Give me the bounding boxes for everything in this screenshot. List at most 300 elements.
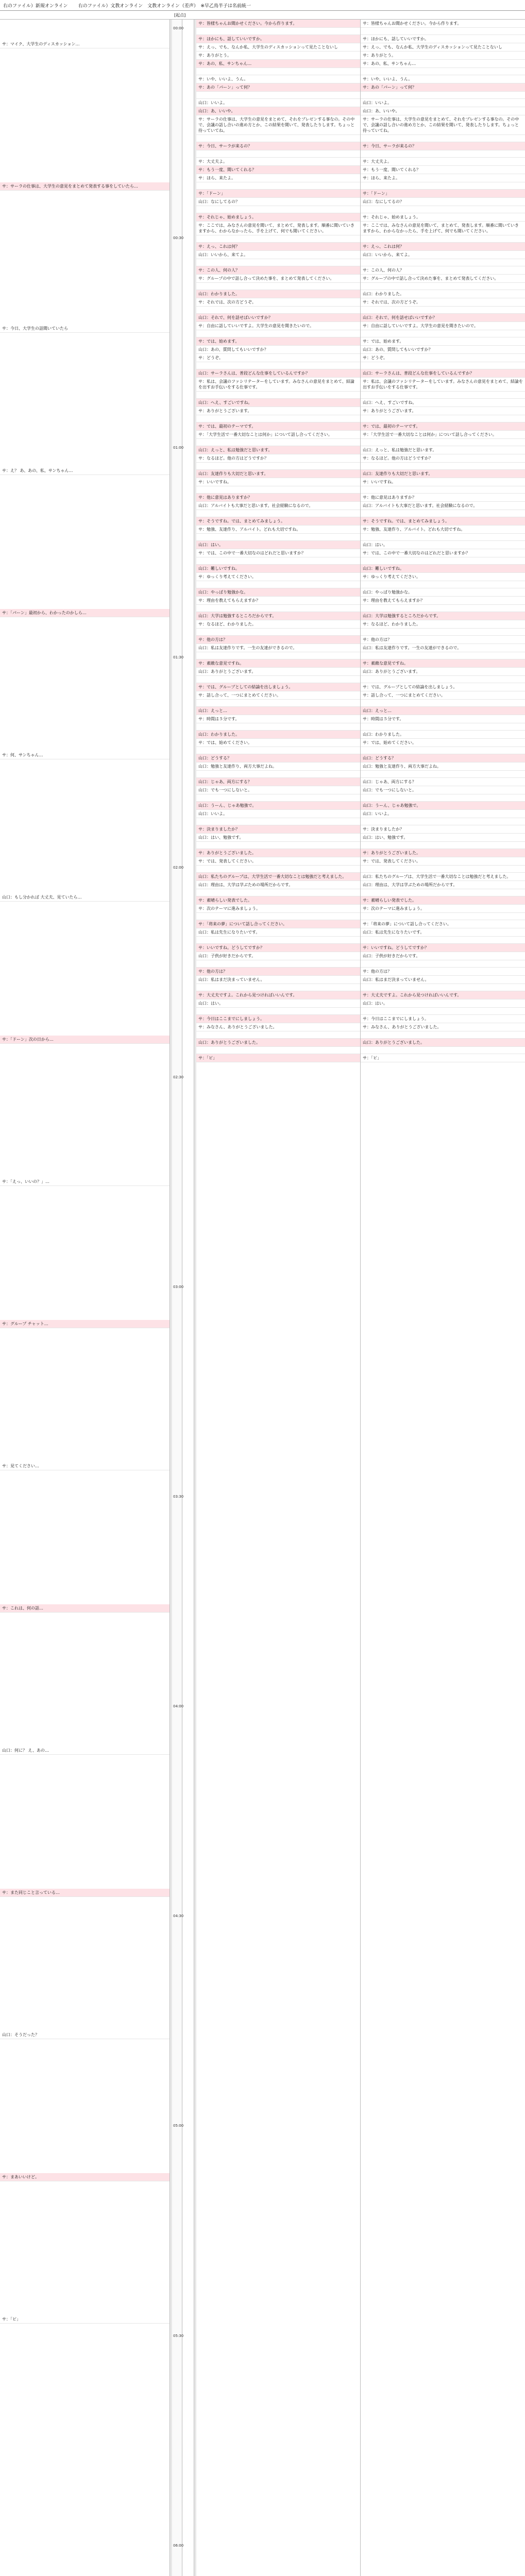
script-line-b: 山口：友達作りも大切だと思います。 <box>361 470 525 478</box>
script-line-a <box>196 557 360 565</box>
script-line-b <box>361 486 525 494</box>
script-line-a: サ：ほかにも、話していいですか。 <box>196 35 360 43</box>
script-line-a: サ：それじゃ、始めましょう。 <box>196 213 360 222</box>
script-line-b: 山口：じゃあ、両方にする？ <box>361 778 525 786</box>
script-line-a: サ：ありがとうございました。 <box>196 849 360 857</box>
note-line: 山口：何に？ え、あの… <box>0 1747 170 1755</box>
script-line-b: サ：ここでは、みなさんの意見を聞いて、まとめて、発表します。順番に聞いていきますから、わからなかったら、手を上げて、何でも聞いてください。 <box>361 222 525 235</box>
script-line-b <box>361 866 525 873</box>
script-line-b <box>361 463 525 470</box>
script-line-a <box>196 439 360 446</box>
script-line-a: サ：「将来の夢」について話し合ってください。 <box>196 920 360 928</box>
script-line-b: 山口：いいよ。 <box>361 99 525 107</box>
script-line-a: サ：素敵な意見ですね。 <box>196 659 360 668</box>
timecode: 05:00 <box>173 2124 184 2128</box>
script-line-b <box>361 889 525 896</box>
script-line-b: サ：ゆっくり考えてください。 <box>361 573 525 581</box>
script-line-a <box>196 206 360 213</box>
script-line-a <box>196 629 360 636</box>
script-line-a: サ：ありがとうございます。 <box>196 407 360 415</box>
script-line-b: サ：ありがとうございました。 <box>361 849 525 857</box>
script-line-b: サ：ありがとうございます。 <box>361 407 525 415</box>
script-line-b: 山口：理由は、大学は学ぶための場所だからです。 <box>361 881 525 889</box>
script-line-b: 山口：サーラさんは、普段どんな仕事をしているんですか？ <box>361 369 525 378</box>
script-line-a: サ：えっ、でも、なんか私、大学生のディスカッションって見たことないし <box>196 43 360 52</box>
script-line-a: サ：いや、いいよ、うん。 <box>196 75 360 83</box>
script-line-a: サ：次のテーマに進みましょう。 <box>196 905 360 913</box>
script-line-b: 山口：はい。 <box>361 999 525 1008</box>
script-line-a <box>196 463 360 470</box>
script-line-a: 山口：はい。 <box>196 999 360 1008</box>
script-line-b: 山口：いいから、来てよ。 <box>361 251 525 259</box>
script-line-a: サ：ありがとう。 <box>196 52 360 60</box>
timecode: 06:00 <box>173 2543 184 2548</box>
script-line-a <box>196 92 360 99</box>
script-line-b <box>361 747 525 754</box>
script-line-a: サ：他の方は？ <box>196 636 360 644</box>
script-line-b <box>361 581 525 588</box>
script-line-b: サ：決まりましたか？ <box>361 825 525 834</box>
note-line: サ：まあいいけど。 <box>0 2173 170 2181</box>
script-line-b: 山口：へえ、すごいですね。 <box>361 399 525 407</box>
script-line-b <box>361 557 525 565</box>
script-line-b: 山口：わかりました。 <box>361 731 525 739</box>
script-line-b: サ：理由を教えてもらえますか？ <box>361 597 525 605</box>
document-title-bar <box>0 0 525 10</box>
script-line-b: 山口：子供が好きだからです。 <box>361 952 525 960</box>
script-line-a: 山口：サーラさんは、普段どんな仕事をしているんですか？ <box>196 369 360 378</box>
script-line-a <box>196 842 360 849</box>
script-line-b <box>361 605 525 612</box>
script-line-a: 山口：じゃあ、両方にする？ <box>196 778 360 786</box>
script-line-b: 山口：大学は勉強するところだからです。 <box>361 612 525 620</box>
note-line: サ：「えっ、いいの？」… <box>0 1178 170 1186</box>
script-line-b <box>361 1047 525 1054</box>
timecode: 04:30 <box>173 1914 184 1919</box>
script-line-a <box>196 581 360 588</box>
script-column-a <box>196 20 361 2576</box>
script-line-b: 山口：はい、勉強です。 <box>361 834 525 842</box>
script-line-b: 山口：勉強と友達作り、両方大事だよね。 <box>361 762 525 771</box>
script-line-b: サ：それでは、次の方どうぞ。 <box>361 298 525 307</box>
script-line-a: サ：私は、会議のファシリテーターをしています。みなさんの意見をまとめて、結論を出すお手伝いをする仕事です。 <box>196 378 360 392</box>
script-line-b: サ：なるほど。他の方はどうですか？ <box>361 454 525 463</box>
script-line-b <box>361 913 525 920</box>
script-line-b: 山口：えっと、私は勉強だと思います。 <box>361 446 525 454</box>
script-line-b <box>361 439 525 446</box>
script-line-a: 山口：いいよ。 <box>196 810 360 818</box>
script-line-b: サ：「大学生活で一番大切なことは何か」について話し合ってください。 <box>361 431 525 439</box>
script-line-b: サ：サーラの仕事は、大学生の意見をまとめて、それをプレゼンする事なの。その中で、会議の話し合いの進め方とか、この結果を聞いて、発表したりします。ちょっと待っていてね。 <box>361 115 525 135</box>
script-line-b: 山口：私は先生になりたいです。 <box>361 928 525 937</box>
script-line-a: サ：では、グループとしての結論を出しましょう。 <box>196 683 360 691</box>
script-line-b: サ：時間は５分です。 <box>361 715 525 723</box>
script-line-b: サ：えっ、これは何？ <box>361 243 525 251</box>
script-line-b: サ：もう一度、聞いてくれる？ <box>361 166 525 174</box>
script-line-a <box>196 135 360 142</box>
script-line-a: 山口：それで、何を話せばいいですか？ <box>196 314 360 322</box>
script-line-a <box>196 723 360 731</box>
script-line-a <box>196 1031 360 1039</box>
script-line-a: サ：グループの中で話し合って決めた事を、まとめて発表してください。 <box>196 275 360 283</box>
script-line-a <box>196 362 360 369</box>
note-line: サ：「ドーン」次の日から… <box>0 1036 170 1044</box>
script-line-a <box>196 700 360 707</box>
script-line-a: サ：大丈夫よ。 <box>196 158 360 166</box>
script-line-a: 山口：なにしてるの？ <box>196 198 360 206</box>
script-line-b: サ：「ピ」 <box>361 1054 525 1062</box>
script-line-b <box>361 92 525 99</box>
script-line-b: サ：他の方は？ <box>361 968 525 976</box>
comparison-table <box>0 10 525 2576</box>
script-line-b <box>361 818 525 825</box>
script-line-b: サ：今日はここまでにしましょう。 <box>361 1015 525 1023</box>
script-line-a: サ：大丈夫ですよ。これから見つければいいんです。 <box>196 991 360 999</box>
note-line: サ：また同じこと言っている… <box>0 1889 170 1897</box>
script-line-b <box>361 1008 525 1015</box>
script-line-a: サ：「大学生活で一番大切なことは何か」について話し合ってください。 <box>196 431 360 439</box>
script-line-a <box>196 510 360 517</box>
script-line-b: サ：では、グループとしての結論を出しましょう。 <box>361 683 525 691</box>
script-line-b: サ：あの、私、サンちゃん… <box>361 60 525 68</box>
script-line-a: 山口：大学は勉強するところだからです。 <box>196 612 360 620</box>
script-line-b <box>361 1031 525 1039</box>
script-line-b: 山口：私たちのグループは、大学生活で一番大切なことは勉強だと考えました。 <box>361 873 525 881</box>
script-line-b: 山口：でも一つにしないと。 <box>361 786 525 794</box>
script-line-b: サ：ほかにも、話していいですか。 <box>361 35 525 43</box>
script-line-b <box>361 700 525 707</box>
script-line-b <box>361 723 525 731</box>
script-line-a: サ：話し合って、一つにまとめてください。 <box>196 691 360 700</box>
title-left: 右のファイル）新規オンライン <box>3 3 68 9</box>
note-line: 山口：もし分かれば 大丈夫、見ていたら… <box>0 893 170 902</box>
script-line-a: 山口：はい。 <box>196 541 360 549</box>
script-line-a <box>196 283 360 290</box>
script-line-a: サ：なるほど。他の方はどうですか？ <box>196 454 360 463</box>
script-line-b: 山口：やっぱり勉強かな。 <box>361 588 525 597</box>
script-line-a <box>196 676 360 683</box>
script-line-a <box>196 984 360 991</box>
timecode: 03:00 <box>173 1284 184 1289</box>
script-line-a <box>196 392 360 399</box>
script-line-a: サ：えっ、これは何？ <box>196 243 360 251</box>
script-line-b <box>361 652 525 659</box>
script-line-b: サ：今日、サーラが来るの？ <box>361 142 525 150</box>
script-line-a <box>196 1008 360 1015</box>
script-line-b: 山口：私はまだ決まっていません。 <box>361 976 525 984</box>
timecode: 01:00 <box>173 446 184 450</box>
script-line-b <box>361 534 525 541</box>
script-line-b: サ：「ドーン」 <box>361 190 525 198</box>
script-line-b <box>361 771 525 778</box>
timecode: 00:00 <box>173 26 184 30</box>
script-line-b: サ：大丈夫ですよ。これから見つければいいんです。 <box>361 991 525 999</box>
script-line-a: サ：みなさん、ありがとうございました。 <box>196 1023 360 1031</box>
script-line-b: サ：次のテーマに進みましょう。 <box>361 905 525 913</box>
script-line-b: サ：大丈夫よ。 <box>361 158 525 166</box>
script-line-b: 山口：アルバイトも大事だと思います。社会経験になるので。 <box>361 502 525 510</box>
script-line-a: サ：それでは、次の方どうぞ。 <box>196 298 360 307</box>
script-line-a: サ：「ピ」 <box>196 1054 360 1062</box>
script-line-a: サ：では、最初のテーマです。 <box>196 422 360 431</box>
script-line-a <box>196 486 360 494</box>
script-line-a: サ：他に意見はありますか？ <box>196 494 360 502</box>
script-line-a: 山口：あ、いいや。 <box>196 107 360 115</box>
script-line-a: 山口：私は友達作りです。一生の友達ができるので。 <box>196 644 360 652</box>
script-line-b: サ：「将来の夢」について話し合ってください。 <box>361 920 525 928</box>
script-line-a: サ：素晴らしい発表でした。 <box>196 896 360 905</box>
script-line-b: サ：話し合って、一つにまとめてください。 <box>361 691 525 700</box>
script-line-a: サ：決まりましたか？ <box>196 825 360 834</box>
note-line: サ：「パーン」最初から、わかったのかしら… <box>0 609 170 617</box>
script-line-a: サ：ゆっくり考えてください。 <box>196 573 360 581</box>
script-line-a: 山口：あの、質問してもいいですか？ <box>196 346 360 354</box>
script-line-a: 山口：子供が好きだからです。 <box>196 952 360 960</box>
script-line-a: サ：この人、何の人？ <box>196 266 360 275</box>
script-line-a <box>196 747 360 754</box>
script-line-a <box>196 913 360 920</box>
script-line-b: サ：他の方は？ <box>361 636 525 644</box>
script-line-b <box>361 330 525 337</box>
script-line-b: サ：いいですね。 <box>361 478 525 486</box>
script-line-b: サ：素晴らしい発表でした。 <box>361 896 525 905</box>
cue-column <box>182 20 194 2576</box>
script-line-a: サ：今日はここまでにしましょう。 <box>196 1015 360 1023</box>
script-line-b <box>361 206 525 213</box>
script-line-b: サ：皆様ちゃんお聞かせください。今から作ります。 <box>361 20 525 28</box>
script-line-a: サ：あの、私、サンちゃん… <box>196 60 360 68</box>
script-line-b: 山口：ありがとうございました。 <box>361 1039 525 1047</box>
notes-column <box>0 20 170 2576</box>
script-line-a: サ：では、発表してください。 <box>196 857 360 866</box>
timecode: 03:30 <box>173 1495 184 1499</box>
script-line-b <box>361 937 525 944</box>
script-line-b <box>361 794 525 802</box>
script-line-a: サ：いいですね。どうしてですか？ <box>196 944 360 952</box>
note-line: サ：マイク、大学生のディスカッション… <box>0 40 170 48</box>
script-line-a <box>196 1047 360 1054</box>
note-line: サ：「ピ」 <box>0 2315 170 2324</box>
note-line: サ：見てください… <box>0 1462 170 1470</box>
script-line-a: サ：あの「パーン」って何？ <box>196 83 360 92</box>
script-line-a: サ：もう一度、聞いてくれる？ <box>196 166 360 174</box>
script-line-b: サ：では、この中で一番大切なのはどれだと思いますか？ <box>361 549 525 557</box>
script-line-b <box>361 842 525 849</box>
script-line-b: サ：いいですね。どうしてですか？ <box>361 944 525 952</box>
timecode: 05:30 <box>173 2333 184 2338</box>
script-line-a: 山口：アルバイトも大事だと思います。社会経験になるので。 <box>196 502 360 510</box>
script-line-a <box>196 534 360 541</box>
note-line: サ：グループ チャット… <box>0 1320 170 1328</box>
script-line-b: 山口：えっと… <box>361 707 525 715</box>
script-line-b: 山口：あの、質問してもいいですか？ <box>361 346 525 354</box>
script-line-b: サ：えっ、でも、なんか私、大学生のディスカッションって見たことないし <box>361 43 525 52</box>
note-line: 山口：そうだった？ <box>0 2031 170 2039</box>
script-line-a <box>196 866 360 873</box>
timecode: 01:30 <box>173 655 184 660</box>
script-line-b: 山口：どうする？ <box>361 754 525 762</box>
script-line-a: サ：ここでは、みなさんの意見を聞いて、まとめて、発表します。順番に聞いていきますから、わからなかったら、手を上げて、何でも聞いてください。 <box>196 222 360 235</box>
script-line-b: 山口：うーん、じゃあ勉強で。 <box>361 802 525 810</box>
script-line-a <box>196 605 360 612</box>
script-line-b <box>361 307 525 314</box>
script-line-a: サ：「ドーン」 <box>196 190 360 198</box>
script-line-a: 山口：やっぱり勉強かな。 <box>196 588 360 597</box>
script-line-a: サ：サーラの仕事は、大学生の意見をまとめて、それをプレゼンする事なの。その中で、会議の話し合いの進め方とか、この結果を聞いて、発表したりします。ちょっと待っていてね。 <box>196 115 360 135</box>
script-line-b <box>361 235 525 243</box>
script-line-a: サ：時間は５分です。 <box>196 715 360 723</box>
script-line-b <box>361 283 525 290</box>
timecode: 00:30 <box>173 236 184 241</box>
table-header-row <box>0 11 525 20</box>
script-line-b: サ：ありがとう。 <box>361 52 525 60</box>
script-line-a <box>196 259 360 266</box>
script-line-b: サ：グループの中で話し合って決めた事を、まとめて発表してください。 <box>361 275 525 283</box>
script-line-b <box>361 150 525 158</box>
script-line-b <box>361 135 525 142</box>
script-line-a <box>196 68 360 75</box>
script-line-b <box>361 510 525 517</box>
script-line-a: 山口：友達作りも大切だと思います。 <box>196 470 360 478</box>
script-line-b: 山口：わかりました。 <box>361 290 525 298</box>
script-line-a <box>196 889 360 896</box>
script-line-b: サ：この人、何の人？ <box>361 266 525 275</box>
script-line-a: サ：どうぞ。 <box>196 354 360 362</box>
script-line-a: サ：自由に話していいですよ。大学生の意見を聞きたいので。 <box>196 322 360 330</box>
script-line-b <box>361 182 525 190</box>
script-line-b <box>361 676 525 683</box>
script-line-b: サ：それじゃ、始めましょう。 <box>361 213 525 222</box>
script-line-a <box>196 415 360 422</box>
script-line-a: 山口：ありがとうございます。 <box>196 668 360 676</box>
script-column-b <box>361 20 525 2576</box>
script-line-a <box>196 330 360 337</box>
script-line-a: 山口：ありがとうございました。 <box>196 1039 360 1047</box>
header-time: [起点] <box>174 12 186 18</box>
note-line: サ：今日、大学生の話聞いていたら <box>0 325 170 333</box>
script-line-a: サ：なるほど、わかりました。 <box>196 620 360 629</box>
script-line-b: サ：いや、いいよ、うん。 <box>361 75 525 83</box>
script-line-a: サ：では、この中で一番大切なのはどれだと思いますか？ <box>196 549 360 557</box>
header-column-a <box>196 11 361 19</box>
script-line-b: 山口：いいよ。 <box>361 810 525 818</box>
script-line-a <box>196 771 360 778</box>
timecode: 02:00 <box>173 865 184 870</box>
script-line-b: サ：ほら、来たよ。 <box>361 174 525 182</box>
script-line-b: 山口：ありがとうございます。 <box>361 668 525 676</box>
script-line-a: サ：理由を教えてもらえますか？ <box>196 597 360 605</box>
script-line-b <box>361 984 525 991</box>
header-column-b <box>361 11 525 19</box>
script-line-a: 山口：私たちのグループは、大学生活で一番大切なことは勉強だと考えました。 <box>196 873 360 881</box>
timecode: 04:00 <box>173 1704 184 1709</box>
script-line-b <box>361 960 525 968</box>
script-line-a <box>196 960 360 968</box>
script-line-a: サ：いいですね。 <box>196 478 360 486</box>
script-line-b: サ：では、始めてください。 <box>361 739 525 747</box>
note-line: サ：サーラの仕事は、大学生の意見をまとめて発表する事をしていたら… <box>0 182 170 191</box>
script-line-b <box>361 259 525 266</box>
script-line-b: サ：自由に話していいですよ。大学生の意見を聞きたいので。 <box>361 322 525 330</box>
script-line-a <box>196 652 360 659</box>
script-line-a: サ：他の方は？ <box>196 968 360 976</box>
note-line: サ：何、サンちゃん… <box>0 751 170 759</box>
script-line-b <box>361 28 525 35</box>
script-line-a: 山口：どうする？ <box>196 754 360 762</box>
script-line-a: 山口：理由は、大学は学ぶための場所だからです。 <box>196 881 360 889</box>
script-line-a: 山口：いいから、来てよ。 <box>196 251 360 259</box>
script-line-a <box>196 937 360 944</box>
script-line-a: 山口：うーん、じゃあ勉強で。 <box>196 802 360 810</box>
script-line-a <box>196 235 360 243</box>
script-line-a: サ：今日、サーラが来るの？ <box>196 142 360 150</box>
script-line-b: サ：どうぞ。 <box>361 354 525 362</box>
script-line-b: サ：素敵な意見ですね。 <box>361 659 525 668</box>
table-body <box>0 20 525 2576</box>
note-line: サ：え？ あ、あの、私、サンちゃん… <box>0 467 170 475</box>
header-notes <box>0 11 170 19</box>
script-line-a: 山口：私は先生になりたいです。 <box>196 928 360 937</box>
script-line-a: サ：では、始めてください。 <box>196 739 360 747</box>
script-line-b: サ：私は、会議のファシリテーターをしています。みなさんの意見をまとめて、結論を出すお手伝いをする仕事です。 <box>361 378 525 392</box>
script-line-a <box>196 307 360 314</box>
script-line-b <box>361 362 525 369</box>
script-line-a: サ：皆様ちゃんお聞かせください。今から作ります。 <box>196 20 360 28</box>
script-line-a <box>196 182 360 190</box>
script-line-a: 山口：わかりました。 <box>196 731 360 739</box>
script-line-b: 山口：難しいですね。 <box>361 565 525 573</box>
script-line-b: 山口：私は友達作りです。一生の友達ができるので。 <box>361 644 525 652</box>
script-line-a: 山口：はい、勉強です。 <box>196 834 360 842</box>
script-line-a: 山口：でも一つにしないと。 <box>196 786 360 794</box>
script-line-b: サ：他に意見はありますか？ <box>361 494 525 502</box>
script-line-b: 山口：はい。 <box>361 541 525 549</box>
script-line-a: 山口：私はまだ決まっていません。 <box>196 976 360 984</box>
note-line: サ：これは、何の話… <box>0 1604 170 1613</box>
script-line-a: 山口：えっと… <box>196 707 360 715</box>
script-line-b: サ：なるほど、わかりました。 <box>361 620 525 629</box>
script-line-b: 山口：あ、いいや。 <box>361 107 525 115</box>
script-line-a: 山口：わかりました。 <box>196 290 360 298</box>
script-line-a: 山口：いいよ。 <box>196 99 360 107</box>
title-right: 右のファイル）文教オンライン 文教オンライン（差声） ※早乙鳥半子は名前統一 <box>78 3 251 9</box>
script-line-a: 山口：難しいですね。 <box>196 565 360 573</box>
script-line-b: 山口：なにしてるの？ <box>361 198 525 206</box>
script-line-a: サ：勉強、友達作り、アルバイト。どれも大切ですね。 <box>196 526 360 534</box>
script-line-b <box>361 68 525 75</box>
script-line-a: 山口：えっと、私は勉強だと思います。 <box>196 446 360 454</box>
script-line-a <box>196 818 360 825</box>
script-line-a <box>196 150 360 158</box>
script-line-b <box>361 629 525 636</box>
script-line-b <box>361 415 525 422</box>
script-line-a <box>196 794 360 802</box>
script-line-a: サ：では、始めます。 <box>196 337 360 346</box>
script-line-b <box>361 392 525 399</box>
script-line-b: サ：では、発表してください。 <box>361 857 525 866</box>
header-cue <box>182 11 194 19</box>
script-line-a: サ：ほら、来たよ。 <box>196 174 360 182</box>
script-line-a <box>196 28 360 35</box>
script-line-a: サ：そうですね。では、まとめてみましょう。 <box>196 517 360 526</box>
script-line-b: 山口：それで、何を話せばいいですか？ <box>361 314 525 322</box>
script-line-b: サ：では、始めます。 <box>361 337 525 346</box>
script-line-b: サ：みなさん、ありがとうございました。 <box>361 1023 525 1031</box>
timecode-column <box>172 20 182 2576</box>
script-line-b: サ：あの「パーン」って何？ <box>361 83 525 92</box>
timecode: 02:30 <box>173 1075 184 1079</box>
script-line-b: サ：では、最初のテーマです。 <box>361 422 525 431</box>
